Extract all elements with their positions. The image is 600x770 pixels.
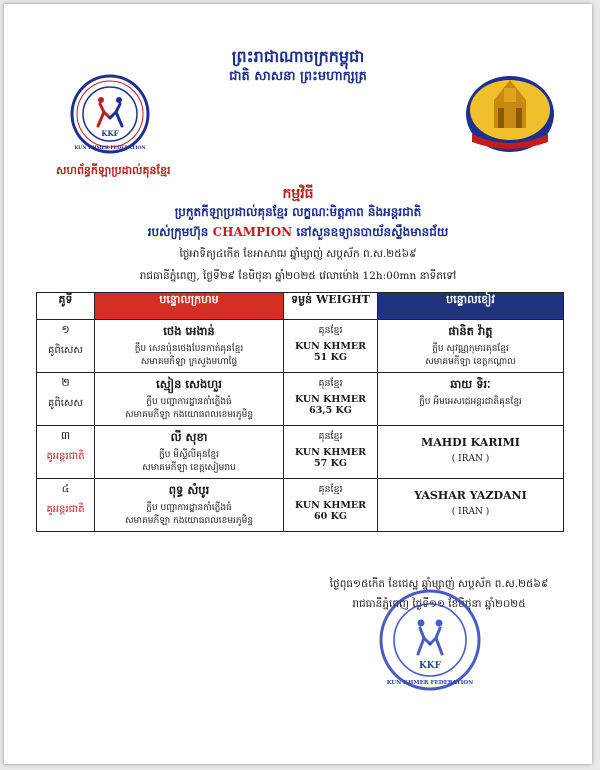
- weight-style: គុនខ្មែរ: [318, 431, 343, 442]
- blue-fighter-name: ផានិត វ៉ាត្ត: [448, 324, 493, 338]
- red-fighter-cell: [95, 320, 284, 373]
- table-row: [37, 373, 564, 426]
- federation-name: សហព័ន្ធកីឡាប្រដាល់គុនខ្មែរ: [56, 164, 171, 177]
- weight-value: 60 KG: [314, 511, 347, 522]
- left-logo-abbr: KKF: [101, 129, 119, 138]
- bout-number: ១: [61, 323, 70, 336]
- stamp-abbr: KKF: [418, 661, 442, 671]
- sponsor-brand: CHAMPION: [212, 225, 293, 239]
- bout-cell: [37, 320, 95, 373]
- stamp-text: KUN KHMER FEDERATION: [386, 680, 474, 686]
- bout-cell: [37, 479, 95, 532]
- signature-date-place: រាជធានីភ្នំពេញ ថ្ងៃទី១១ ខែមិថុនា ឆ្នាំ២០២៥: [352, 598, 526, 610]
- red-club-line: ក្លឹប សេនប៉ុនថេងបែនកាត់គុនខ្មែរ: [134, 344, 244, 354]
- header-blue-corner: បន្ទោលខៀវ: [378, 293, 564, 320]
- official-stamp-icon: [378, 588, 482, 692]
- weight-value: 57 KG: [314, 458, 347, 469]
- weight-value: 51 KG: [314, 352, 347, 363]
- red-club-line: ក្លឹប មីស្ទីលីគុនខ្មែរ: [159, 450, 219, 460]
- red-fighter-cell: [95, 373, 284, 426]
- table-row: [37, 426, 564, 479]
- header-weight: ទម្ងន់ WEIGHT: [284, 293, 378, 320]
- red-fighter-club: [95, 343, 283, 369]
- program-line-1: ប្រកួតកីឡាប្រដាល់គុនខ្មែរ លក្ខណៈមិត្តភាព និងអន្តរជាតិ: [174, 205, 422, 219]
- bout-cell: [37, 426, 95, 479]
- table-row: [37, 320, 564, 373]
- weight-cell: [284, 373, 378, 426]
- red-fighter-club: [95, 396, 283, 422]
- blue-club-line: ក្លឹប សុវណ្ណកុមារគុនខ្មែរ: [432, 344, 509, 354]
- bout-number: ៣: [60, 429, 71, 442]
- red-fighter-club: [95, 449, 283, 475]
- fight-card-table: [36, 292, 564, 532]
- blue-fighter-country: ( IRAN ): [451, 507, 490, 517]
- left-logo-text: KUN KHMER FEDERATION: [74, 146, 146, 151]
- blue-club-line: ក្លឹប អឹមអេសជេអន្តរជាតិគុនខ្មែរ: [419, 397, 522, 407]
- program-line-2-prefix: របស់ក្រុមហ៊ុន: [147, 225, 209, 239]
- red-fighter-cell: [95, 479, 284, 532]
- blue-club-line: សមាគមកីឡា ខេត្តកណ្ដាល: [425, 357, 516, 367]
- red-club-line: សមាគមកីឡា កងយោធពលខេមរភូមិន្ទ: [124, 516, 254, 526]
- blue-fighter-cell: [378, 479, 564, 532]
- blue-fighter-name: ឆាយ ទិរៈ: [450, 377, 491, 391]
- blue-fighter-country: ( IRAN ): [451, 454, 490, 464]
- weight-cell: [284, 426, 378, 479]
- red-fighter-name: លី សុខា: [170, 430, 208, 444]
- weight-cell: [284, 320, 378, 373]
- bout-number: ២: [61, 376, 70, 389]
- program-line-2: [4, 224, 592, 242]
- red-club-line: ក្លឹប បញ្ជាការដ្ឋានកាំភ្លើងធំ: [146, 503, 232, 513]
- weight-brand: KUN KHMER: [294, 394, 367, 405]
- weight-style: គុនខ្មែរ: [318, 484, 343, 495]
- red-fighter-name: ពុទ្ធ សំបូរ: [168, 483, 210, 497]
- red-club-line: ក្លឹប បញ្ជាការដ្ឋានកាំភ្លើងធំ: [146, 397, 232, 407]
- kingdom-heading: ព្រះរាជាណាចក្រកម្ពុជា: [231, 47, 365, 66]
- red-club-line: សមាគមកីឡា ក្រសួងមហាផ្ទៃ: [140, 357, 238, 367]
- weight-brand: KUN KHMER: [294, 341, 367, 352]
- weight-cell: [284, 479, 378, 532]
- blue-fighter-name: MAHDI KARIMI: [421, 436, 520, 449]
- red-fighter-name: ថេង អេងាន់: [163, 324, 215, 338]
- national-motto: ជាតិ សាសនា ព្រះមហាក្សត្រ: [229, 69, 367, 84]
- weight-brand: KUN KHMER: [294, 447, 367, 458]
- program-line-2-suffix: នៅសួនឧទ្យានបាយ័នស្ទឹងមានជ័យ: [296, 225, 449, 239]
- blue-fighter-cell: [378, 320, 564, 373]
- red-fighter-club: [95, 502, 283, 528]
- document-page: [4, 4, 592, 764]
- table-row: [37, 479, 564, 532]
- blue-fighter-club: [378, 396, 563, 409]
- bout-number: ៤: [61, 482, 70, 495]
- program-title: កម្មវិធី: [282, 186, 314, 202]
- blue-fighter-cell: [378, 373, 564, 426]
- header-red-corner: បន្ទោលក្រហម: [95, 293, 284, 320]
- red-fighter-cell: [95, 426, 284, 479]
- federation-logo-icon: [70, 74, 150, 154]
- bout-category: គូអន្តរជាតិ: [46, 504, 85, 515]
- header-no: គូទី: [37, 293, 95, 320]
- program-time: រាជធានីភ្នំពេញ, ថ្ងៃទី២៩ ខែមិថុនា ឆ្នាំ២០២៥ វេលាម៉ោង 12h:00mn នាទីតទៅ: [139, 270, 457, 282]
- bout-category: គូអន្តរជាតិ: [46, 451, 85, 462]
- blue-fighter-club: [378, 343, 563, 369]
- bout-category: គូពិសេស: [48, 345, 83, 356]
- weight-style: គុនខ្មែរ: [318, 325, 343, 336]
- blue-fighter-name: YASHAR YAZDANI: [414, 489, 527, 502]
- temple-emblem-icon: [464, 74, 556, 154]
- weight-style: គុនខ្មែរ: [318, 378, 343, 389]
- program-date: ថ្ងៃអាទិត្យ៤កើត ខែអាសាឍ ឆ្នាំម្សាញ់ សប្តស័ក ព.ស.២៥៦៩: [179, 248, 417, 260]
- weight-value: 63,5 KG: [309, 405, 352, 416]
- signature-date-lunar: ថ្ងៃពុធ១៥កេីត ខែជេស្ឋ ឆ្នាំម្សាញ់ សប្តស័ក ព.ស.២៥៦៩: [329, 578, 549, 590]
- red-club-line: សមាគមកីឡា កងយោធពលខេមរភូមិន្ទ: [124, 410, 254, 420]
- red-fighter-name: ស្មៀន សេងហួរ: [156, 377, 222, 391]
- red-club-line: សមាគមកីឡា ខេត្តសៀមរាប: [142, 463, 236, 473]
- bout-category: គូពិសេស: [48, 398, 83, 409]
- weight-brand: KUN KHMER: [294, 500, 367, 511]
- blue-fighter-cell: [378, 426, 564, 479]
- bout-cell: [37, 373, 95, 426]
